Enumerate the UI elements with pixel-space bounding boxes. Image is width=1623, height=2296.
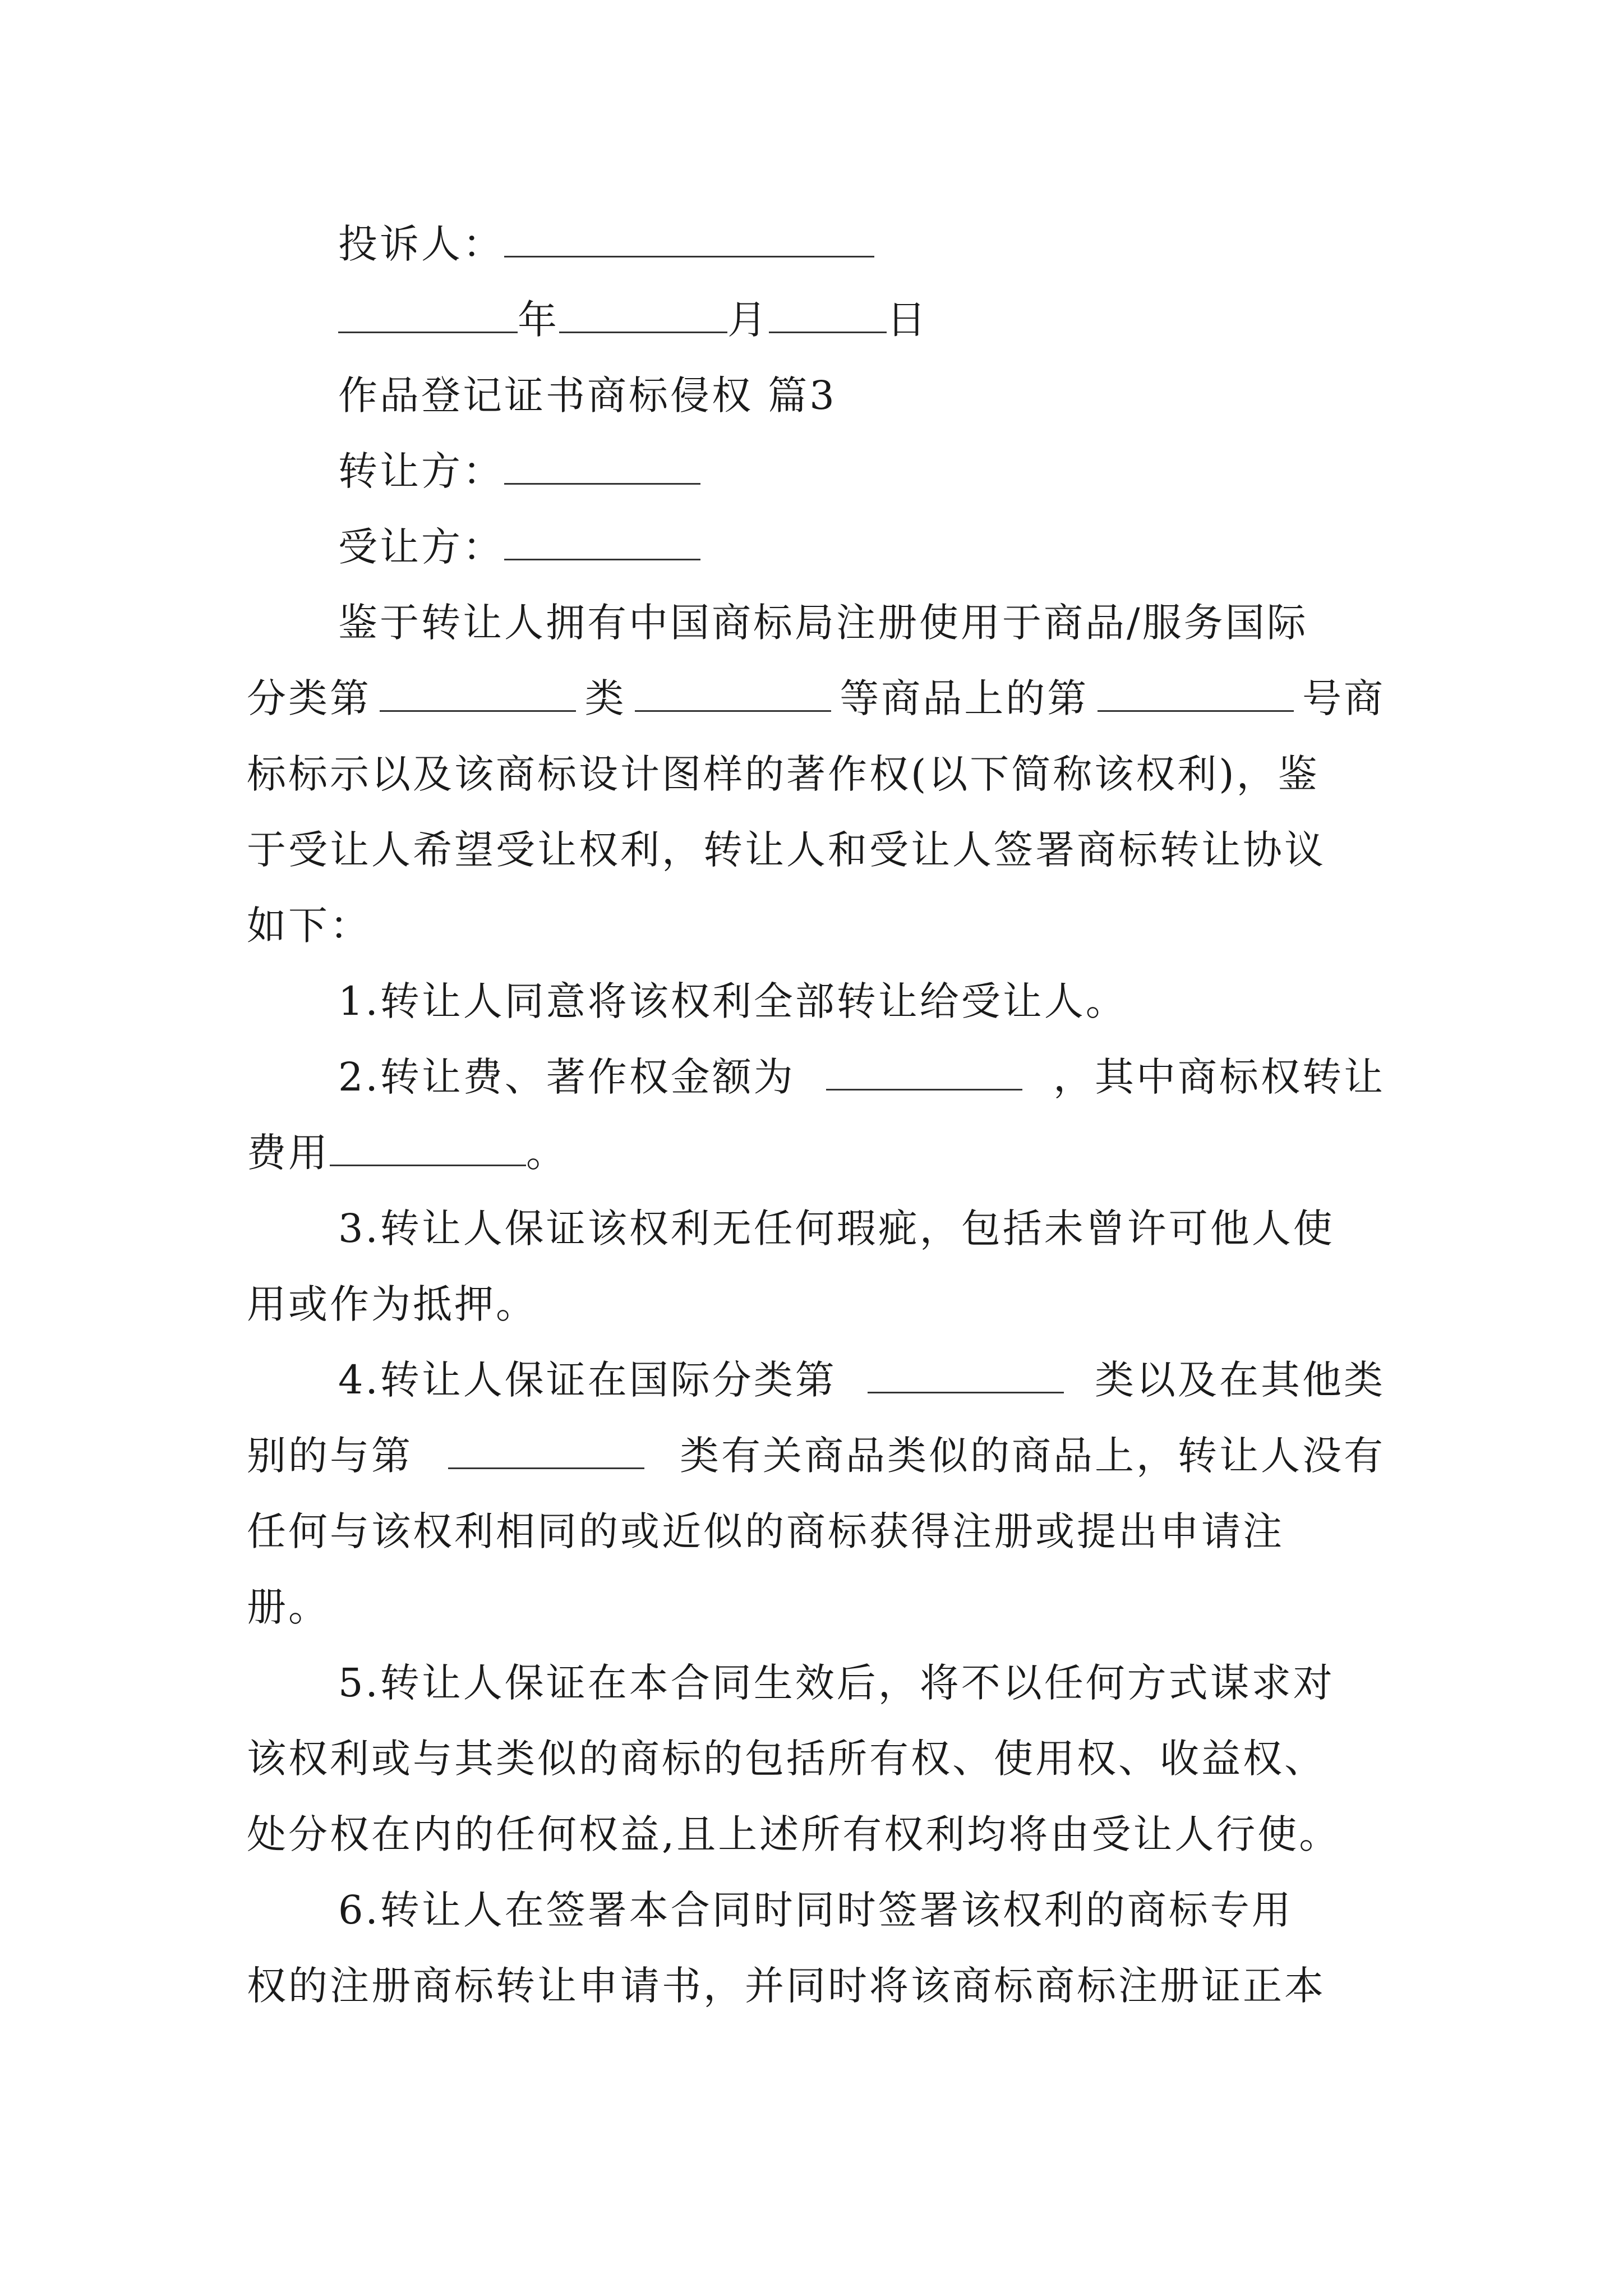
clause-6-line-1: 6.转让人在签署本合同时同时签署该权利的商标专用 — [338, 1887, 1293, 1933]
section-title: 作品登记证书商标侵权 篇3 — [338, 372, 837, 418]
intl-class-blank[interactable] — [868, 1355, 1064, 1393]
clause-4-line-3: 任何与该权利相同的或近似的商标获得注册或提出申请注 — [247, 1508, 1284, 1554]
registration-number-blank[interactable] — [1098, 673, 1294, 712]
month-label: 月 — [727, 297, 769, 343]
intro-line-5: 如下： — [247, 903, 371, 949]
trademark-fee-blank[interactable] — [330, 1128, 526, 1166]
transferee-blank[interactable] — [504, 522, 700, 560]
clause-6-line-2: 权的注册商标转让申请书，并同时将该商标商标注册证正本 — [247, 1963, 1326, 2009]
complainant-line — [338, 219, 1385, 269]
clause-3-line-2: 用或作为抵押。 — [247, 1281, 537, 1327]
intro-line-4: 于受让人希望受让权利，转让人和受让人签署商标转让协议 — [247, 827, 1326, 873]
clause-2-line-1 — [338, 1052, 1385, 1102]
clause-4c: 别的与第 — [247, 1433, 413, 1479]
clause-4d: 类有关商品类似的商品上，转让人没有 — [680, 1433, 1385, 1479]
clause-2c: 费用 — [247, 1130, 330, 1176]
transferee-label: 受让方： — [338, 524, 504, 570]
intro-2b: 类 — [584, 675, 626, 721]
complainant-label: 投诉人： — [338, 221, 504, 267]
day-blank[interactable] — [769, 295, 887, 333]
clause-1: 1.转让人同意将该权利全部转让给受让人。 — [338, 978, 1127, 1024]
transferee-line — [338, 522, 1385, 572]
clause-5-line-3: 处分权在内的任何权益,且上述所有权利均将由受让人行使。 — [247, 1811, 1341, 1857]
class-blank-2[interactable] — [635, 673, 831, 712]
date-line — [338, 295, 1385, 345]
day-label: 日 — [887, 297, 928, 343]
clause-4b: 类以及在其他类 — [1094, 1357, 1385, 1403]
clause-4-line-1 — [338, 1355, 1385, 1405]
clause-2a: 2.转让费、著作权金额为 — [338, 1054, 795, 1100]
transferor-blank[interactable] — [504, 446, 700, 485]
class-blank-1[interactable] — [380, 673, 576, 712]
clause-4a: 4.转让人保证在国际分类第 — [338, 1357, 837, 1403]
complainant-blank[interactable] — [504, 219, 874, 257]
clause-3-line-1: 3.转让人保证该权利无任何瑕疵，包括未曾许可他人使 — [338, 1205, 1335, 1251]
clause-2d: 。 — [526, 1130, 568, 1176]
year-blank[interactable] — [338, 295, 518, 333]
year-label: 年 — [518, 297, 559, 343]
month-blank[interactable] — [559, 295, 727, 333]
clause-5-line-1: 5.转让人保证在本合同生效后，将不以任何方式谋求对 — [338, 1660, 1335, 1706]
fee-blank[interactable] — [826, 1052, 1022, 1091]
intro-2c: 等商品上的第 — [840, 675, 1089, 721]
intro-2a: 分类第 — [247, 675, 371, 721]
clause-4-line-2 — [247, 1430, 1385, 1481]
intro-line-1: 鉴于转让人拥有中国商标局注册使用于商品/服务国际 — [338, 600, 1308, 646]
clause-2-line-2 — [247, 1128, 1385, 1178]
clause-5-line-2: 该权利或与其类似的商标的包括所有权、使用权、收益权、 — [247, 1736, 1326, 1782]
clause-2b: ，其中商标权转让 — [1053, 1054, 1385, 1100]
intro-line-2 — [247, 673, 1385, 724]
related-class-blank[interactable] — [448, 1430, 644, 1469]
intro-2d: 号商 — [1302, 675, 1385, 721]
transferor-line — [338, 446, 1385, 496]
clause-4-line-4: 册。 — [247, 1584, 330, 1630]
intro-line-3: 标标示以及该商标设计图样的著作权(以下简称该权利)，鉴 — [247, 751, 1320, 797]
transferor-label: 转让方： — [338, 448, 504, 494]
